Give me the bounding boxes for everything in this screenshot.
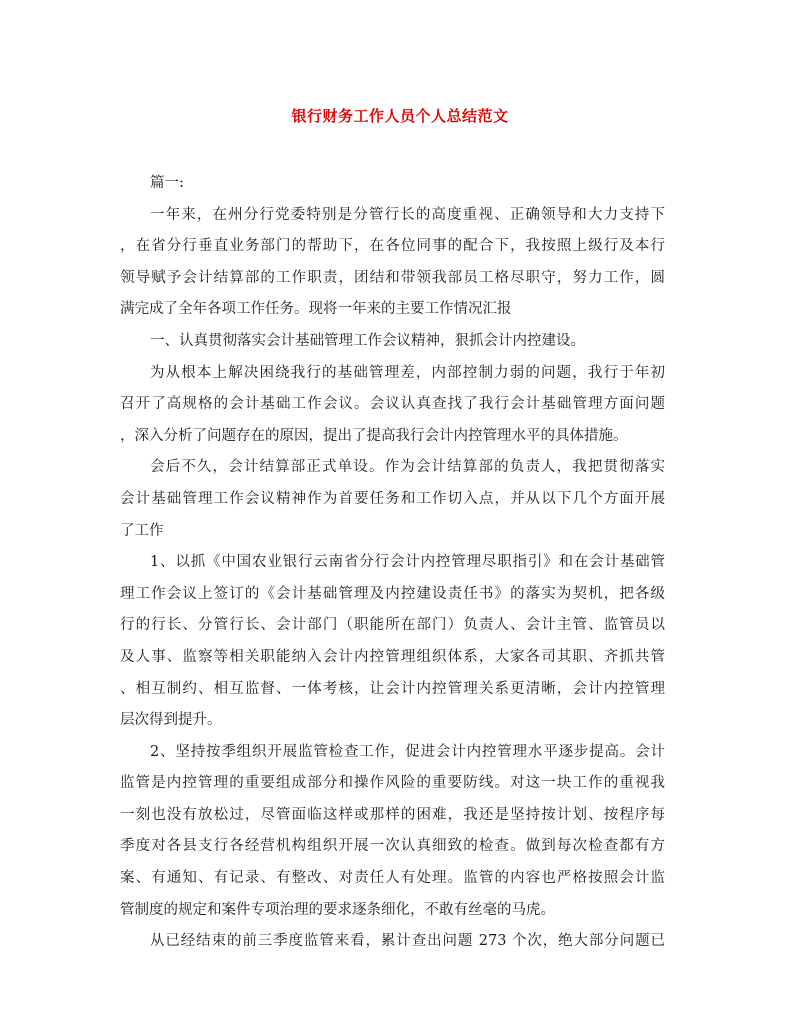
body-line: 案、有通知、有记录、有整改、对责任人有处理。监管的内容也严格按照会计监 — [120, 870, 665, 887]
body-line: 2、坚持按季组织开展监管检查工作，促进会计内控管理水平逐步提高。会计 — [150, 743, 665, 760]
body-line: 了工作 — [120, 522, 164, 539]
body-line: 、相互制约、相互监督、一体考核，让会计内控管理关系更清晰，会计内控管理 — [120, 680, 665, 697]
body-line: 一年来，在州分行党委特别是分管行长的高度重视、正确领导和大力支持下 — [150, 206, 665, 223]
body-line: 监管是内控管理的重要组成部分和操作风险的重要防线。对这一块工作的重视我 — [120, 775, 665, 792]
body-line: 从已经结束的前三季度监管来看，累计查出问题 273 个次，绝大部分问题已 — [150, 933, 665, 950]
body-line: 管制度的规定和案件专项治理的要求逐条细化，不敢有丝毫的马虎。 — [120, 901, 555, 918]
body-line: 行的行长、分管行长、会计部门（职能所在部门）负责人、会计主管、监管员以 — [120, 617, 665, 634]
body-line: 满完成了全年各项工作任务。现将一年来的主要工作情况汇报 — [120, 301, 512, 318]
body-line: ，在省分行垂直业务部门的帮助下，在各位同事的配合下，我按照上级行及本行 — [120, 238, 665, 255]
body-line: 篇一: — [150, 175, 184, 191]
body-line: 召开了高规格的会计基础工作会议。会议认真查找了我行会计基础管理方面问题 — [120, 396, 665, 413]
document-body — [120, 168, 665, 958]
body-line: 及人事、监察等相关职能纳入会计内控管理组织体系，大家各司其职、齐抓共管 — [120, 648, 665, 665]
body-line: 理工作会议上签订的《会计基础管理及内控建设责任书》的落实为契机，把各级 — [120, 585, 665, 602]
body-line: 会后不久，会计结算部正式单设。作为会计结算部的负责人，我把贯彻落实 — [150, 459, 665, 476]
body-line: 季度对各县支行各经营机构组织开展一次认真细致的检查。做到每次检查都有方 — [120, 838, 665, 855]
body-line: 一、认真贯彻落实会计基础管理工作会议精神，狠抓会计内控建设。 — [150, 332, 585, 349]
body-line: 层次得到提升。 — [120, 712, 222, 729]
body-line: 会计基础管理工作会议精神作为首要任务和工作切入点，并从以下几个方面开展 — [120, 490, 665, 507]
body-line: 1、以抓《中国农业银行云南省分行会计内控管理尽职指引》和在会计基础管 — [150, 554, 665, 571]
body-line: 为从根本上解决困绕我行的基础管理差，内部控制力弱的问题，我行于年初 — [150, 364, 665, 381]
body-line: ，深入分析了问题存在的原因，提出了提高我行会计内控管理水平的具体措施。 — [120, 427, 628, 444]
body-line: 一刻也没有放松过，尽管面临这样或那样的困难，我还是坚持按计划、按程序每 — [120, 806, 665, 823]
body-line: 领导赋予会计结算部的工作职责，团结和带领我部员工格尽职守，努力工作，圆 — [120, 269, 665, 286]
document-title: 银行财务工作人员个人总结范文 — [291, 107, 509, 125]
